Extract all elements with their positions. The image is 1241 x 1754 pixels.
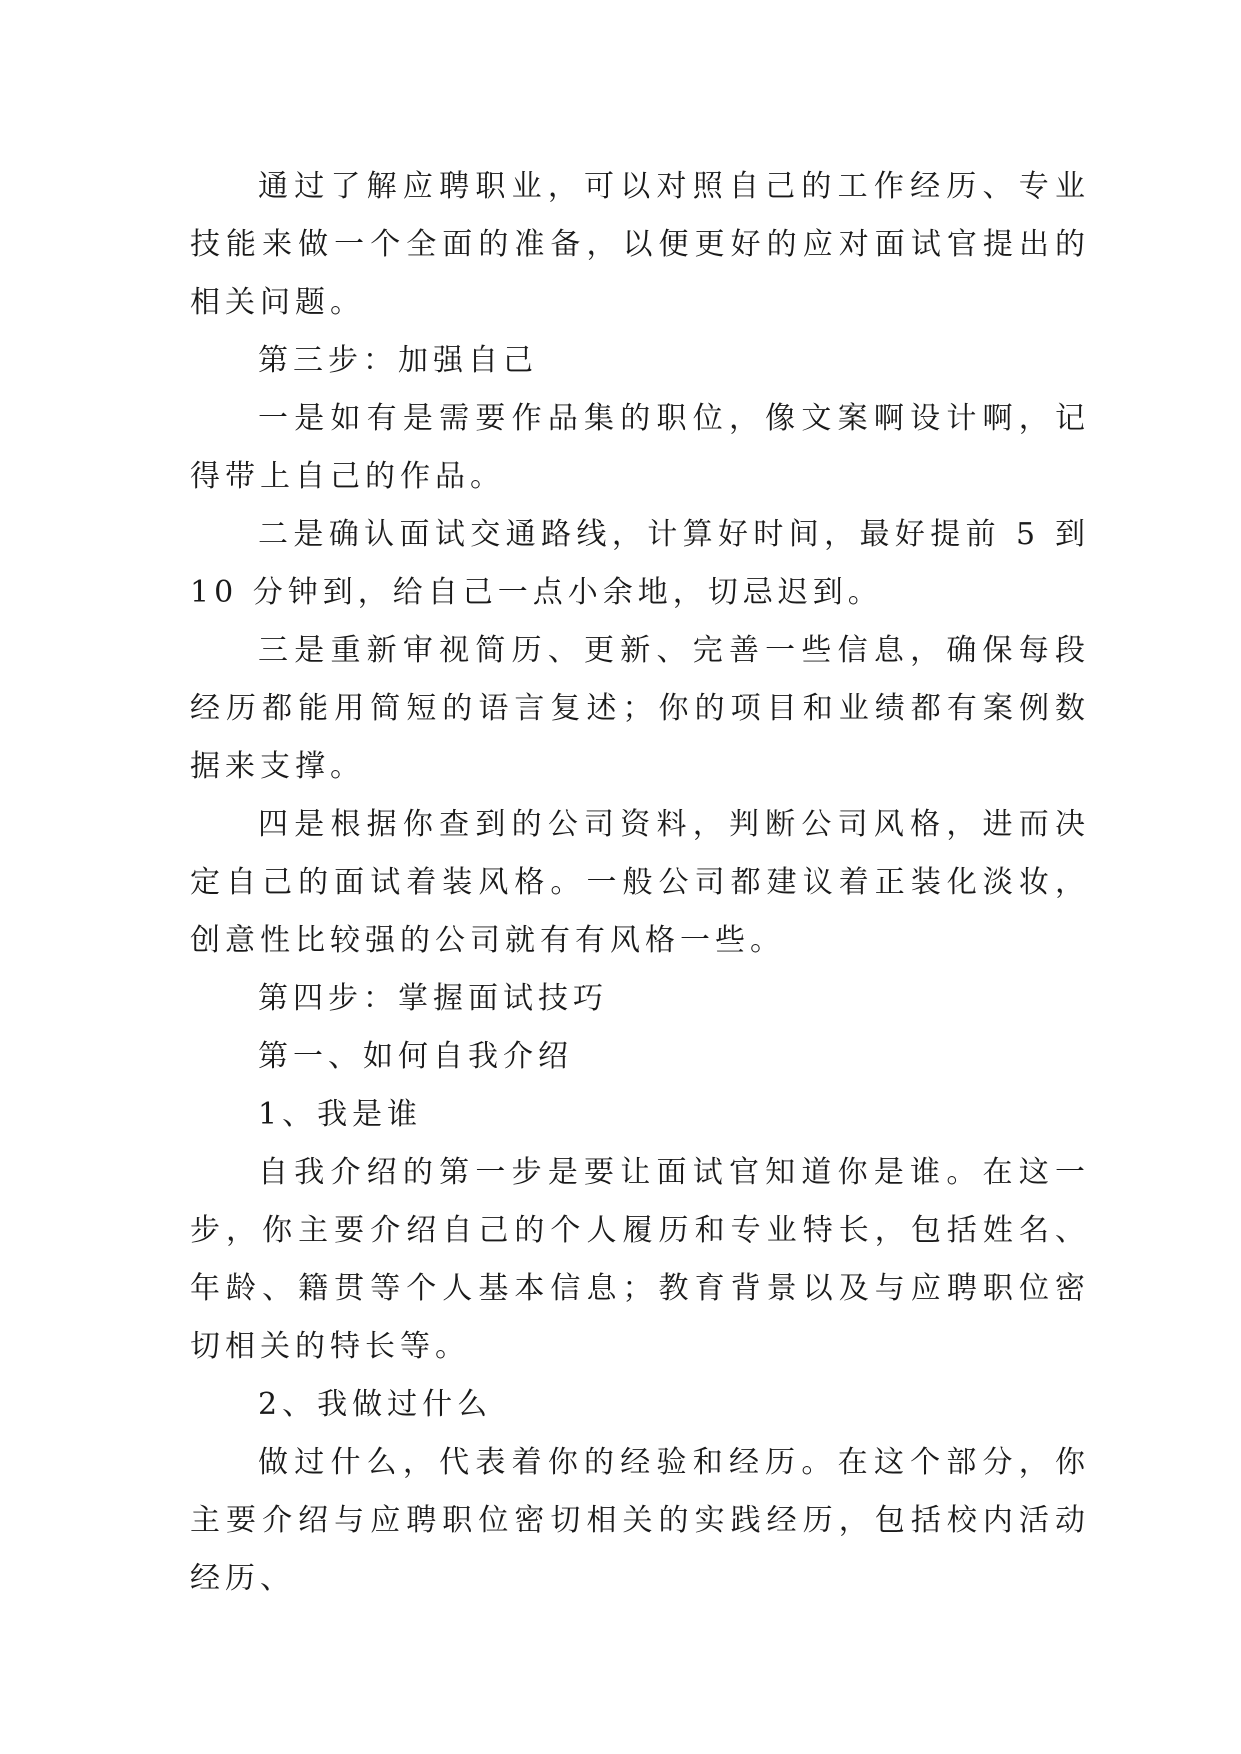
subheading-who-am-i: 1、我是谁 xyxy=(258,1097,423,1132)
document-body xyxy=(190,158,1090,1608)
subheading-what-i-did: 2、我做过什么 xyxy=(258,1387,493,1422)
paragraph-portfolio: 一是如有是需要作品集的职位，像文案啊设计啊，记得带上自己的作品。 xyxy=(190,401,1090,494)
paragraph-resume-review: 三是重新审视简历、更新、完善一些信息，确保每段经历都能用简短的语言复述；你的项目和业绩都有案例数据来支撑。 xyxy=(190,633,1090,784)
heading-step-three: 第三步：加强自己 xyxy=(258,343,538,378)
heading-self-intro: 第一、如何自我介绍 xyxy=(258,1039,573,1074)
paragraph-job-understanding: 通过了解应聘职业，可以对照自己的工作经历、专业技能来做一个全面的准备，以便更好的应对面试官提出的相关问题。 xyxy=(190,169,1090,320)
paragraph-what-i-did: 做过什么，代表着你的经验和经历。在这个部分，你主要介绍与应聘职位密切相关的实践经历，包括校内活动经历、 xyxy=(190,1445,1090,1596)
paragraph-dress-style: 四是根据你查到的公司资料，判断公司风格，进而决定自己的面试着装风格。一般公司都建议着正装化淡妆，创意性比较强的公司就有有风格一些。 xyxy=(190,807,1090,958)
heading-step-four: 第四步：掌握面试技巧 xyxy=(258,981,608,1016)
paragraph-route: 二是确认面试交通路线，计算好时间，最好提前 5 到 10 分钟到，给自己一点小余地，切忌迟到。 xyxy=(190,517,1090,610)
paragraph-who-am-i: 自我介绍的第一步是要让面试官知道你是谁。在这一步，你主要介绍自己的个人履历和专业特长，包括姓名、年龄、籍贯等个人基本信息；教育背景以及与应聘职位密切相关的特长等。 xyxy=(190,1155,1090,1364)
